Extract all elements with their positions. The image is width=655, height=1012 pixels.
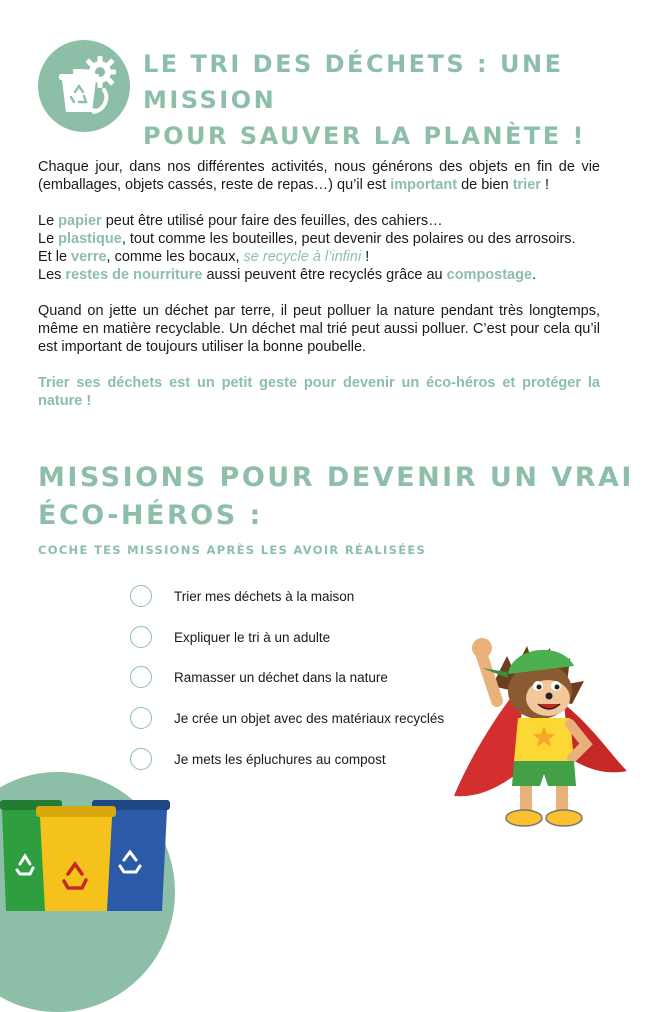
mission-item — [130, 664, 388, 690]
recycling-bins-illustration — [0, 786, 175, 911]
intro-paragraph-3: Quand on jette un déchet par terre, il peut polluer la nature pendant très longtemps, même en matière recyclable. Un déchet mal trié peut aussi polluer. C’est pour cela qu’il est important de toujours utiliser la bonne poubelle. — [38, 303, 600, 355]
highlight-papier: papier — [58, 213, 102, 229]
mission-checkbox[interactable] — [130, 585, 152, 607]
missions-title — [38, 459, 638, 535]
highlight-compostage: compostage — [446, 267, 533, 283]
mission-label: Trier mes déchets à la maison — [174, 588, 355, 604]
page-title — [143, 46, 643, 154]
mission-item — [130, 746, 386, 772]
intro-food-line: Les restes de nourriture aussi peuvent être recyclés grâce au compostage. — [38, 267, 537, 283]
intro-paragraph-1: Chaque jour, dans nos différentes activités, nous générons des objets en fin de vie (emballages, objets cassés, reste de repas…) qu’il est important de bien trier ! — [38, 159, 600, 193]
mission-item — [130, 705, 444, 731]
mission-label: Expliquer le tri à un adulte — [174, 629, 331, 645]
intro-plastic-line: Le plastique, tout comme les bouteilles, peut devenir des polaires ou des arrosoirs. — [38, 231, 576, 247]
mission-checkbox[interactable] — [130, 748, 152, 770]
intro-paper-line: Le papier peut être utilisé pour faire des feuilles, des cahiers… — [38, 213, 443, 229]
mission-item — [130, 583, 354, 609]
missions-title-line-2: ÉCO-HÉROS : — [38, 500, 263, 531]
mission-checkbox[interactable] — [130, 626, 152, 648]
mission-checkbox[interactable] — [130, 707, 152, 729]
highlight-infini: se recycle à l’infini — [243, 249, 362, 265]
title-line-2: POUR SAUVER LA PLANÈTE ! — [143, 122, 586, 150]
missions-subtitle: COCHE TES MISSIONS APRÈS LES AVOIR RÉALISÉES — [38, 543, 427, 557]
mission-label: Je mets les épluchures au compost — [174, 751, 386, 767]
intro-text — [38, 158, 600, 410]
intro-glass-line: Et le verre, comme les bocaux, se recycle à l’infini ! — [38, 249, 370, 265]
mission-label: Je crée un objet avec des matériaux recyclés — [174, 710, 445, 726]
highlight-restes: restes de nourriture — [65, 267, 203, 283]
title-line-1: LE TRI DES DÉCHETS : UNE MISSION — [143, 50, 564, 114]
mission-label: Ramasser un déchet dans la nature — [174, 669, 388, 685]
missions-title-line-1: MISSIONS POUR DEVENIR UN VRAI — [38, 462, 634, 493]
highlight-verre: verre — [71, 249, 107, 265]
mission-checkbox[interactable] — [130, 666, 152, 688]
highlight-important: important — [390, 177, 458, 193]
recycle-bin-gear-icon — [38, 40, 130, 132]
intro-closing: Trier ses déchets est un petit geste pour devenir un éco-héros et protéger la nature ! — [38, 375, 600, 409]
hedgehog-superhero-illustration — [452, 626, 632, 836]
highlight-plastique: plastique — [58, 231, 122, 247]
mission-item — [130, 624, 330, 650]
highlight-trier: trier — [512, 177, 541, 193]
